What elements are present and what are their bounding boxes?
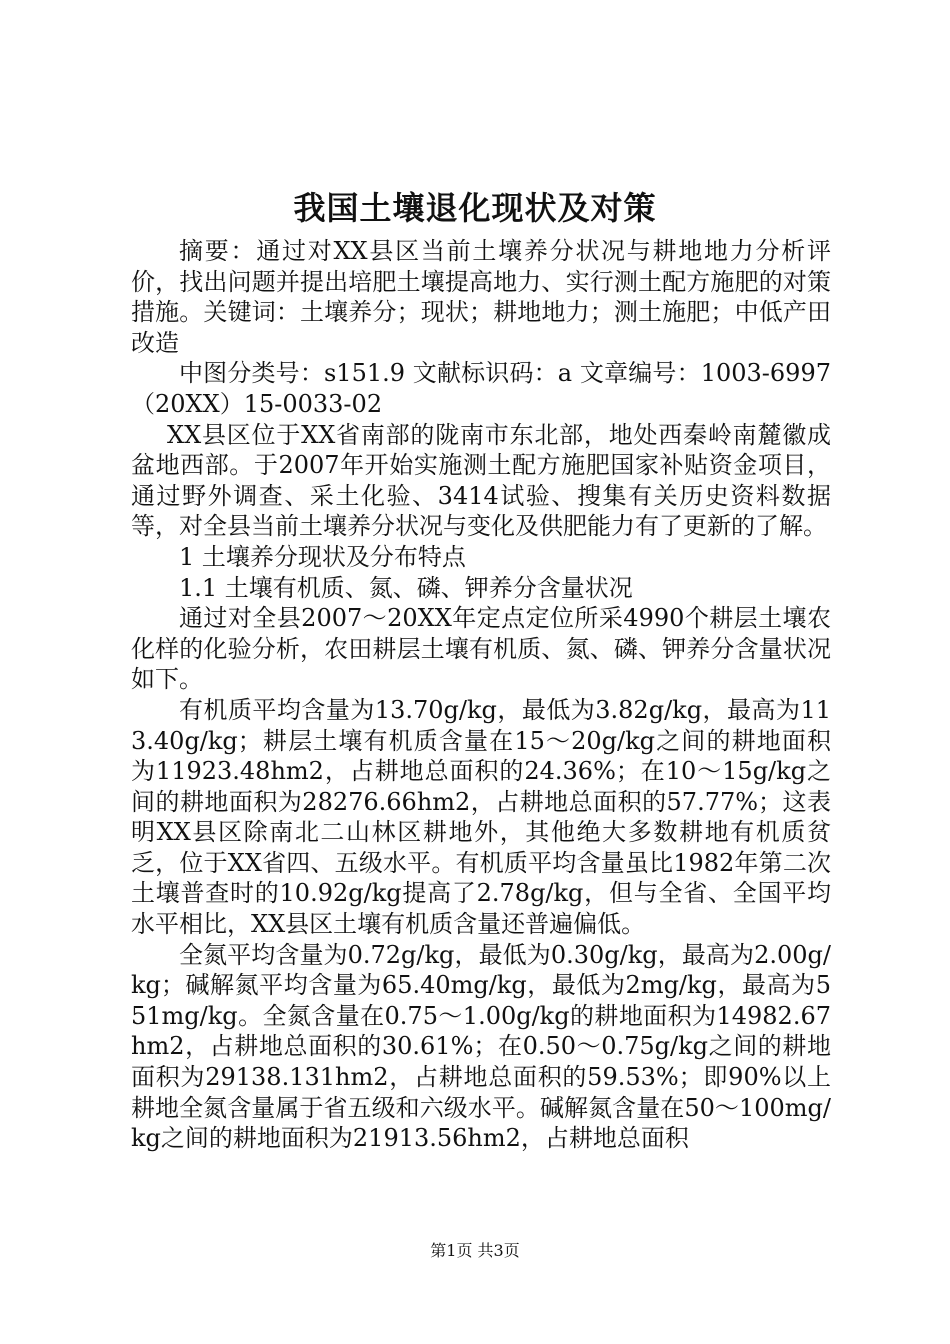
- sampling-paragraph: 通过对全县2007～20XX年定点定位所采4990个耕层土壤农化样的化验分析，农田耕层土壤有机质、氮、磷、钾养分含量状况如下。: [131, 604, 831, 694]
- page-footer: 第1页 共3页: [430, 1241, 520, 1260]
- document-body: [131, 236, 831, 1154]
- nitrogen-paragraph: 全氮平均含量为0.72g/kg，最低为0.30g/kg，最高为2.00g/kg；碱解氮平均含量为65.40mg/kg，最低为2mg/kg，最高为551mg/kg。全氮含量在0.75～1.00g/kg的耕地面积为14982.67hm2，占耕地总面积的30.61%；在0.50～0.75g/kg之间的耕地面积为29138.131hm2，占耕地总面积的59.53%；即90%以上耕地全氮含量属于省五级和六级水平。碱解氮含量在50～100mg/kg之间的耕地面积为21913.56hm2，占耕地总面积: [131, 940, 831, 1153]
- document-title: 我国土壤退化现状及对策: [293, 189, 657, 227]
- subsection-heading: 1.1 土壤有机质、氮、磷、钾养分含量状况: [179, 573, 633, 602]
- organic-matter-paragraph: 有机质平均含量为13.70g/kg，最低为3.82g/kg，最高为113.40g/kg；耕层土壤有机质含量在15～20g/kg之间的耕地面积为11923.48hm2，占耕地总面积的24.36%；在10～15g/kg之间的耕地面积为28276.66hm2，占耕地总面积的57.77%；这表明XX县区除南北二山林区耕地外，其他绝大多数耕地有机质贫乏，位于XX省四、五级水平。有机质平均含量虽比1982年第二次土壤普查时的10.92g/kg提高了2.78g/kg，但与全省、全国平均水平相比，XX县区土壤有机质含量还普遍偏低。: [131, 695, 831, 939]
- classification-paragraph: 中图分类号：s151.9 文献标识码：a 文章编号：1003-6997（20XX）15-0033-02: [131, 359, 831, 418]
- section-heading: 1 土壤养分现状及分布特点: [179, 542, 466, 571]
- abstract-paragraph: 摘要：通过对XX县区当前土壤养分状况与耕地地力分析评价，找出问题并提出培肥土壤提高地力、实行测土配方施肥的对策措施。关键词：土壤养分；现状；耕地地力；测土施肥；中低产田改造: [131, 237, 831, 357]
- intro-paragraph: XX县区位于XX省南部的陇南市东北部，地处西秦岭南麓徽成盆地西部。于2007年开始实施测土配方施肥国家补贴资金项目，通过野外调查、采土化验、3414试验、搜集有关历史资料数据等，对全县当前土壤养分状况与变化及供肥能力有了更新的了解。: [131, 420, 831, 541]
